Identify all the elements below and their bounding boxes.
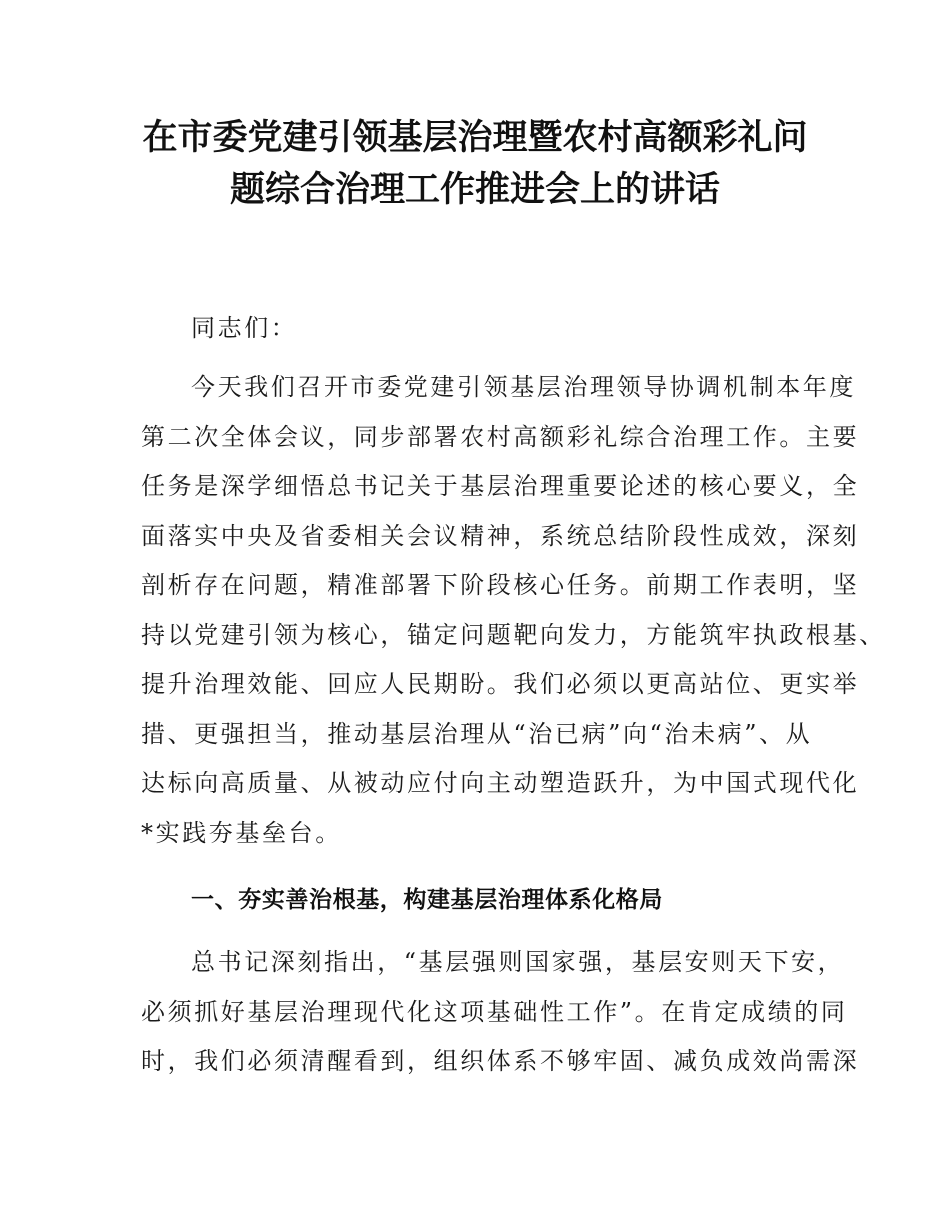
document-title (100, 112, 850, 216)
title-line: 在市委党建引领基层治理暨农村高额彩礼问 (142, 117, 808, 158)
paragraph-line: 剖析存在问题，精准部署下阶段核心任务。前期工作表明，坚 (141, 571, 860, 599)
paragraph-intro (141, 363, 886, 858)
paragraph-section1 (141, 938, 860, 1087)
paragraph-line: 今天我们召开市委党建引领基层治理领导协调机制本年度 (191, 373, 856, 401)
section-heading: 一、夯实善治根基，构建基层治理体系化格局 (191, 887, 663, 913)
paragraph-line: 任务是深学细悟总书记关于基层治理重要论述的核心要义，全 (141, 472, 860, 500)
paragraph-line: 面落实中央及省委相关会议精神，系统总结阶段性成效，深刻 (141, 521, 860, 550)
paragraph-line: 提升治理效能、回应人民期盼。我们必须以更高站位、更实举 (141, 670, 860, 698)
paragraph-line: *实践夯基垒台。 (141, 818, 342, 847)
paragraph-line: 必须抓好基层治理现代化这项基础性工作”。在肯定成绩的同 (141, 997, 848, 1026)
paragraph-line: 时，我们必须清醒看到，组织体系不够牢固、减负成效尚需深 (141, 1047, 860, 1075)
paragraph-line: 措、更强担当，推动基层治理从“治已病”向“治未病”、从 (141, 719, 813, 748)
greeting (141, 304, 821, 354)
paragraph-line: 总书记深刻指出，“基层强则国家强，基层安则天下安， (191, 948, 845, 976)
paragraph-line: 第二次全体会议，同步部署农村高额彩礼综合治理工作。主要 (141, 422, 860, 451)
paragraph-line: 达标向高质量、从被动应付向主动塑造跃升，为中国式现代化 (141, 769, 860, 797)
title-line: 题综合治理工作推进会上的讲话 (229, 169, 720, 210)
greeting-text: 同志们： (191, 314, 298, 342)
paragraph-line: 持以党建引领为核心，锚定问题靶向发力，方能筑牢执政根基、 (141, 620, 886, 649)
